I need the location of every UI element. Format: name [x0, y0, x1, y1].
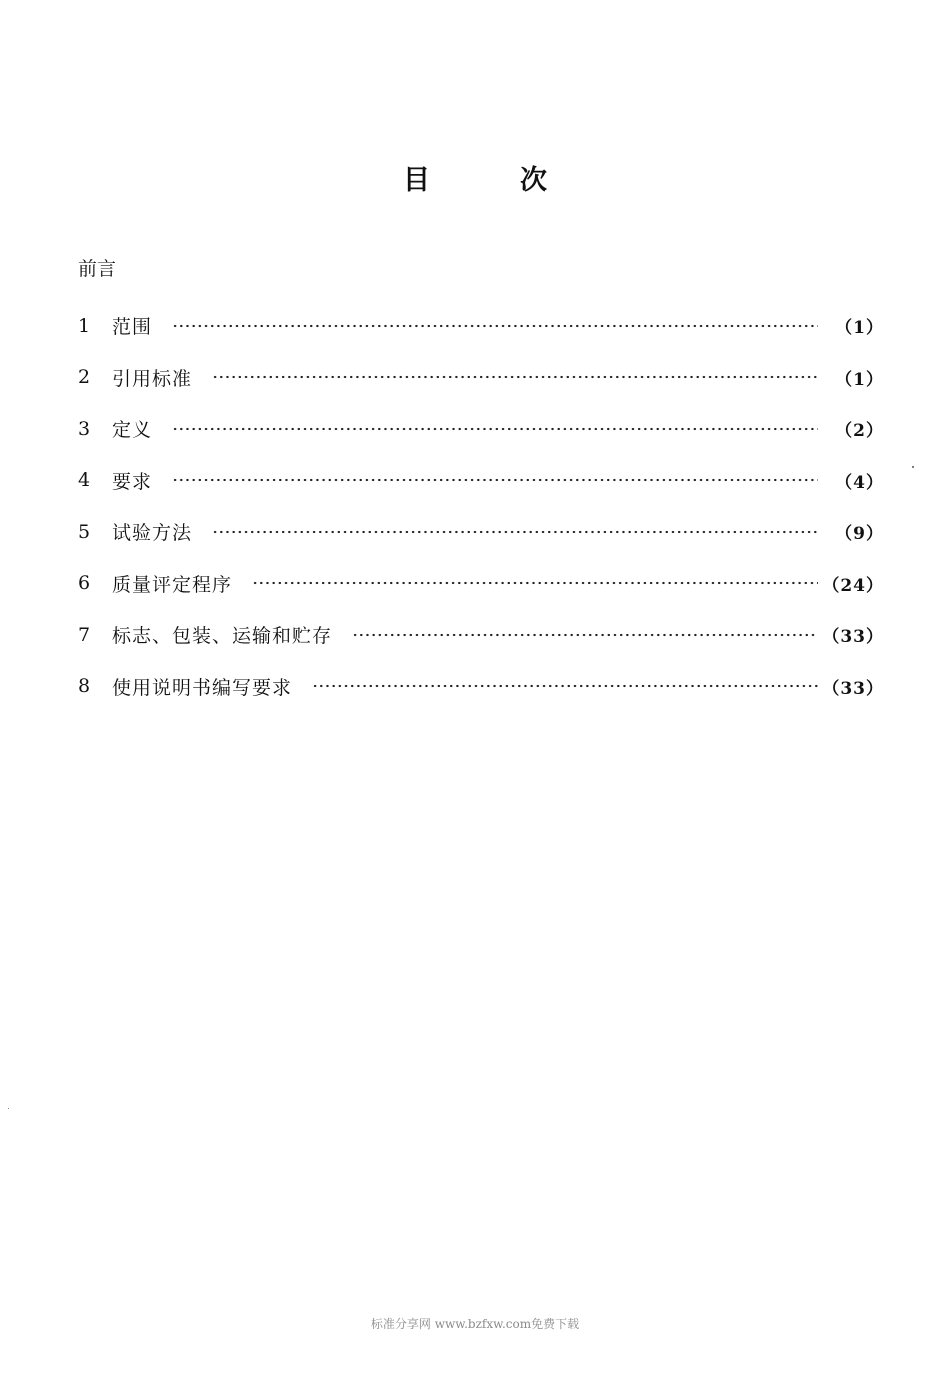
toc-entry-page: （4）: [835, 472, 884, 493]
toc-entry-title: 范围: [112, 316, 153, 339]
toc-entry-number: 8: [78, 675, 91, 698]
toc-entry-title: 标志、包装、运输和贮存: [112, 625, 333, 648]
toc-dot-leader: [212, 530, 818, 534]
page-title: [0, 158, 950, 197]
toc-dot-leader: [252, 581, 818, 585]
toc-entry-title: 要求: [112, 470, 153, 493]
toc-entry[interactable]: [78, 609, 884, 661]
toc-entry-page: （1）: [835, 369, 884, 390]
table-of-contents: [78, 300, 884, 712]
toc-entry[interactable]: [78, 352, 884, 404]
toc-entry-title: 使用说明书编写要求: [112, 676, 293, 699]
toc-entry-number: 1: [78, 314, 91, 337]
toc-dot-leader: [352, 633, 818, 637]
toc-entry-number: 4: [78, 469, 91, 492]
toc-entry-number: 2: [78, 366, 91, 389]
scan-speck: [912, 466, 914, 468]
toc-entry-page: （1）: [835, 318, 884, 339]
preface-heading[interactable]: 前言: [78, 258, 117, 280]
toc-entry-page: （9）: [835, 524, 884, 545]
toc-dot-leader: [172, 324, 818, 328]
toc-entry-title: 引用标准: [112, 367, 193, 390]
toc-entry-title: 定义: [112, 419, 153, 442]
toc-entry[interactable]: [78, 300, 884, 352]
toc-entry[interactable]: [78, 403, 884, 455]
toc-entry-page: （24）: [822, 575, 884, 596]
toc-entry-number: 7: [78, 623, 91, 646]
toc-entry-page: （2）: [835, 421, 884, 442]
toc-entry-number: 5: [78, 520, 91, 543]
toc-entry-number: 3: [78, 417, 91, 440]
toc-entry[interactable]: [78, 506, 884, 558]
toc-dot-leader: [212, 375, 818, 379]
scan-speck: [8, 1108, 9, 1109]
toc-entry-page: （33）: [822, 627, 884, 648]
toc-dot-leader: [172, 478, 818, 482]
toc-entry[interactable]: [78, 558, 884, 610]
title-char-1: 目: [403, 165, 430, 196]
toc-dot-leader: [312, 684, 818, 688]
toc-entry[interactable]: [78, 455, 884, 507]
toc-entry-page: （33）: [822, 678, 884, 699]
toc-entry-title: 试验方法: [112, 522, 193, 545]
toc-dot-leader: [172, 427, 818, 431]
watermark-footer: 标准分享网 www.bzfxw.com免费下载: [370, 1317, 580, 1331]
title-char-2: 次: [520, 165, 547, 196]
toc-entry[interactable]: [78, 661, 884, 713]
toc-entry-title: 质量评定程序: [112, 573, 233, 596]
toc-entry-number: 6: [78, 572, 91, 595]
